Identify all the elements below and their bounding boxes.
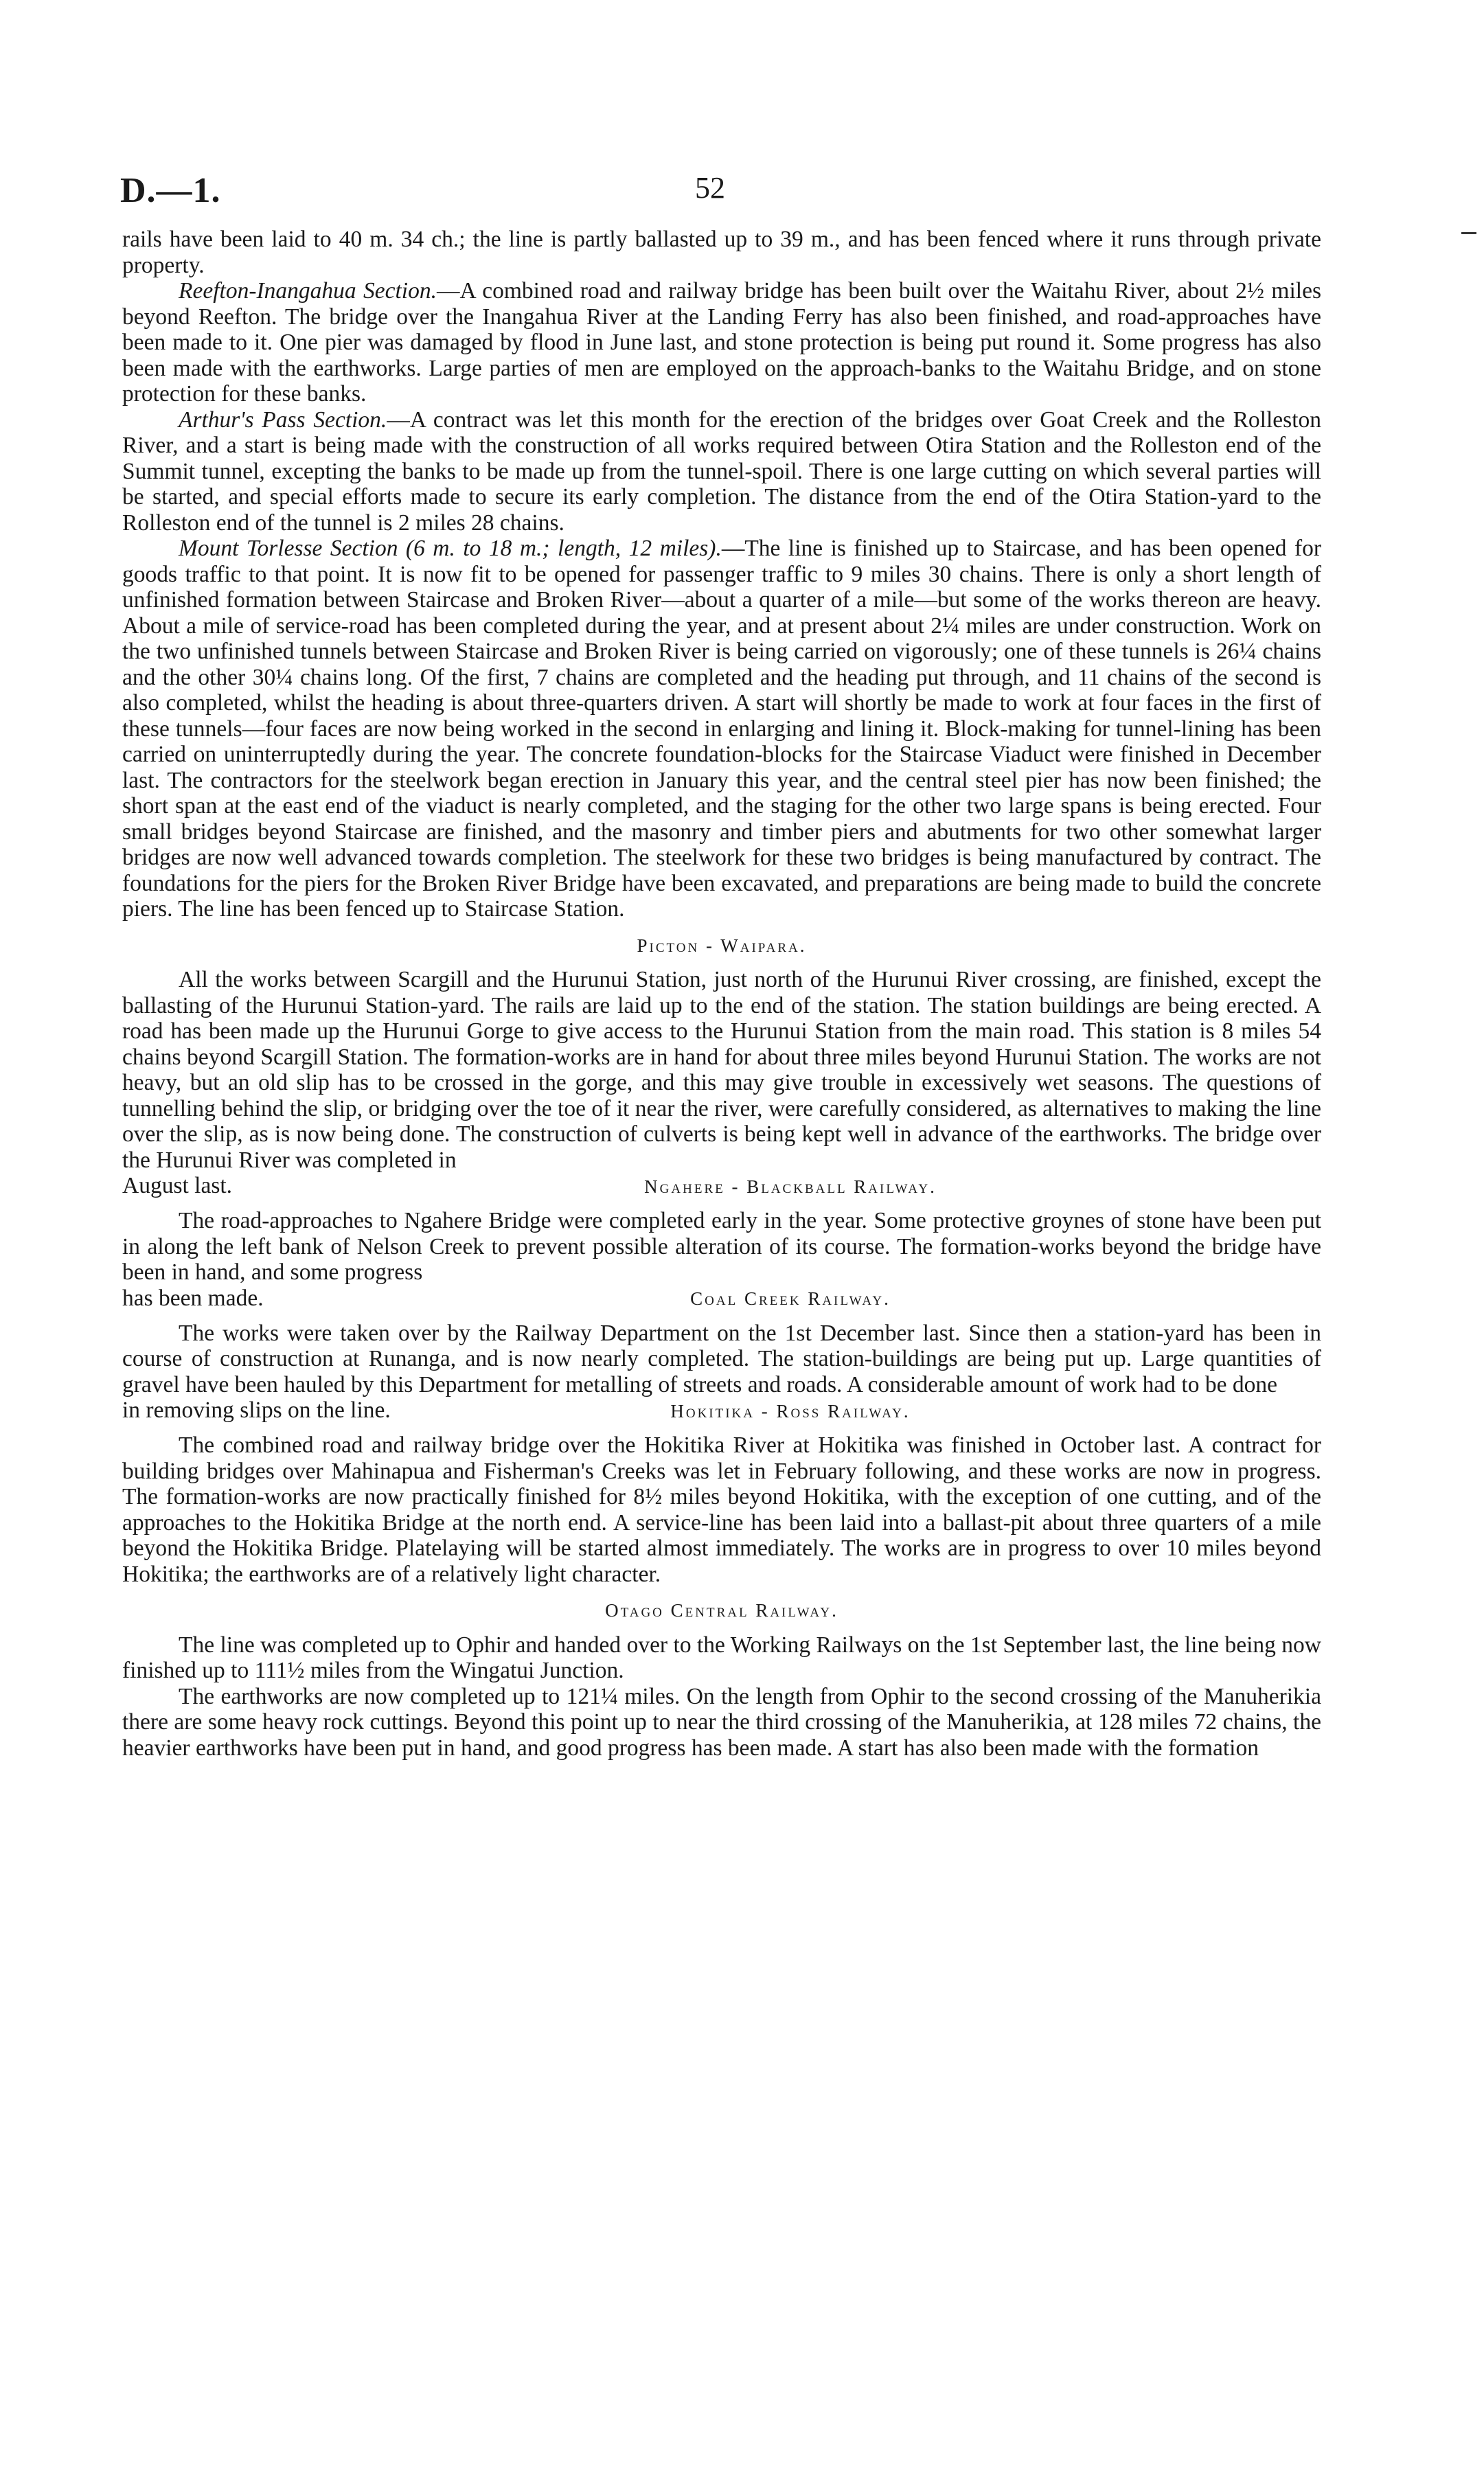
section-heading: Otago Central Railway. [605, 1600, 838, 1621]
paragraph: The earthworks are now completed up to 121¼ miles. On the length from Ophir to the second crossing of the Manuherikia there are some heavy rock cuttings. Beyond this point up to near the third crossing of the Manuherikia, at 128 miles 72 chains, the heavier earthworks have been put in hand, and good progress has been made. A start has also been made with the formation [122, 1683, 1321, 1761]
section-heading: Picton - Waipara. [637, 935, 807, 956]
section-heading: Ngahere - Blackball Railway. [644, 1176, 937, 1197]
paragraph-tail: has been made. [122, 1285, 264, 1311]
paragraph-tail: in removing slips on the line. [122, 1397, 391, 1423]
document-reference: D.—1. [120, 171, 221, 210]
paragraph: rails have been laid to 40 m. 34 ch.; the line is partly ballasted up to 39 m., and has been fenced where it runs through private property. [122, 227, 1321, 278]
paragraph [122, 278, 1321, 407]
paragraph [122, 536, 1321, 922]
paragraph-tail: August last. [122, 1173, 233, 1198]
paragraph: The line was completed up to Ophir and handed over to the Working Railways on the 1st September last, the line being now finished up to 111½ miles from the Wingatui Junction. [122, 1632, 1321, 1683]
paragraph [122, 407, 1321, 536]
paragraph: All the works between Scargill and the Hurunui Station, just north of the Hurunui River crossing, are finished, except the ballasting of the Hurunui Station-yard. The rails are laid up to the end of the station. The station buildings are being erected. A road has been made up the Hurunui Gorge to give access to the Hurunui Station from the main road. This station is 8 miles 54 chains beyond Scargill Station. The formation-works are in hand for about three miles beyond Hurunui Station. The works are not heavy, but an old slip has to be crossed in the gorge, and this may give trouble in excessively wet seasons. The questions of tunnelling behind the slip, or bridging over the toe of it near the river, were carefully considered, as alternatives to making the line over the slip, as is now being done. The construction of culverts is being kept well in advance of the earthworks. The bridge over the Hurunui River was completed in [122, 967, 1321, 1173]
paragraph-text: —A combined road and railway bridge has been built over the Waitahu River, about 2½ miles beyond Reefton. The bridge over the Inangahua River at the Landing Ferry has also been finished, and road-approaches have been made to it. One pier was damaged by flood in June last, and stone protection is being put round it. Some progress has also been made with the earthworks. Large parties of men are employed on the approach-banks to the Waitahu Bridge, and on stone protection for these banks. [122, 278, 1321, 407]
margin-mark [1461, 232, 1476, 234]
section-title: Reefton-Inangahua Section. [179, 278, 437, 304]
section-title: Arthur's Pass Section. [179, 407, 387, 433]
paragraph-text: —The line is finished up to Staircase, and has been opened for goods traffic to that point. It is now fit to be opened for passenger traffic to 9 miles 30 chains. There is only a short length of unfinished formation between Staircase and Broken River—about a quarter of a mile—but some of the works thereon are heavy. About a mile of service-road has been completed during the year, and at present about 2¼ miles are under construction. Work on the two unfinished tunnels between Staircase and Broken River is being carried on vigorously; one of these tunnels is 26¼ chains and the other 30¼ chains long. Of the first, 7 chains are completed and the heading put through, and 11 chains of the second is also completed, whilst the heading is about three-quarters driven. A start will shortly be made to work at four faces in the first of these tunnels—four faces are now being worked in the second in enlarging and lining it. Block-making for tunnel-lining has been carried on uninterruptedly during the year. The concrete foundation-blocks for the Staircase Viaduct were finished in December last. The contractors for the steelwork began erection in January this year, and the central steel pier has now been finished; the short span at the east end of the viaduct is nearly completed, and the staging for the other two large spans is being erected. Four small bridges beyond Staircase are finished, and the masonry and timber piers and abutments for two other somewhat larger bridges are now well advanced towards completion. The steelwork for these two bridges is being manufactured by contract. The foundations for the piers for the Broken River Bridge have been excavated, and preparations are being made to build the concrete piers. The line has been fenced up to Staircase Station. [122, 536, 1322, 922]
section-title: Mount Torlesse Section (6 m. to 18 m.; length, 12 miles). [179, 536, 722, 561]
page-number: 52 [695, 171, 725, 205]
section-heading: Coal Creek Railway. [690, 1288, 891, 1309]
paragraph: The works were taken over by the Railway Department on the 1st December last. Since then a station-yard has been in course of construction at Runanga, and is now nearly completed. The station-buildings are being put up. Large quantities of gravel have been hauled by this Department for metalling of streets and roads. A considerable amount of work had to be done [122, 1320, 1321, 1397]
paragraph: The combined road and railway bridge over the Hokitika River at Hokitika was finished in October last. A contract for building bridges over Mahinapua and Fisherman's Creeks was let in February following, and these works are now in progress. The formation-works are now practically finished for 8½ miles beyond Hokitika, with the exception of one cutting, and of the approaches to the Hokitika Bridge at the north end. A service-line has been laid into a ballast-pit about three quarters of a mile beyond the Hokitika Bridge. Platelaying will be started almost immediately. The works are in progress to over 10 miles beyond Hokitika; the earthworks are of a relatively light character. [122, 1432, 1321, 1587]
paragraph: The road-approaches to Ngahere Bridge were completed early in the year. Some protective groynes of stone have been put in along the left bank of Nelson Creek to prevent possible alteration of its course. The formation-works beyond the bridge have been in hand, and some progress [122, 1208, 1321, 1285]
body-text [122, 227, 1321, 1761]
paragraph-text: —A contract was let this month for the erection of the bridges over Goat Creek and the Rolleston River, and a start is being made with the construction of all works required between Otira Station and the Rolleston end of the Summit tunnel, excepting the banks to be made up from the tunnel-spoil. There is one large cutting on which several parties will be started, and special efforts made to secure its early completion. The distance from the end of the Otira Station-yard to the Rolleston end of the tunnel is 2 miles 28 chains. [122, 407, 1322, 536]
section-heading: Hokitika - Ross Railway. [670, 1400, 911, 1422]
